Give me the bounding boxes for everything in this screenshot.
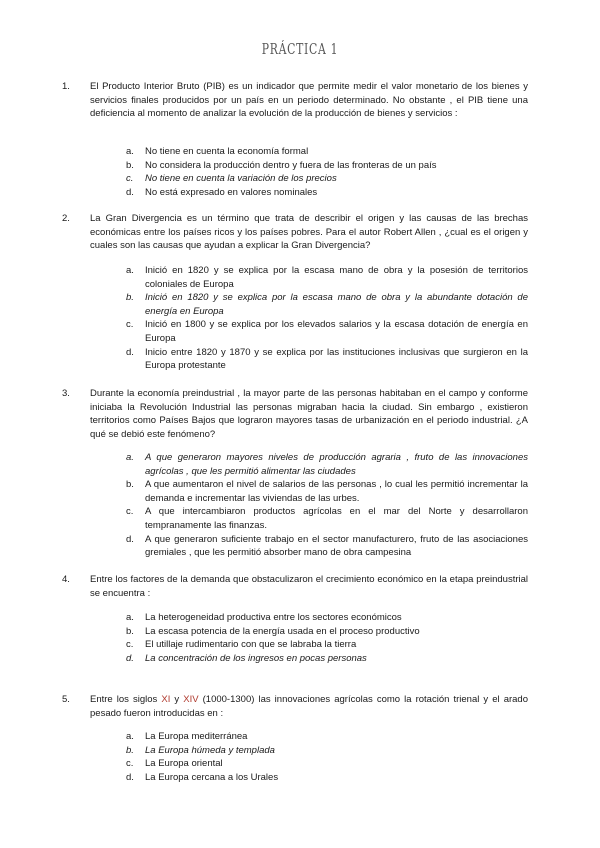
question-text: Durante la economía preindustrial , la mayor parte de las personas habitaban en el campo y conforme iniciaba la Revolución Industrial las personas migraban hacia la ciudad. Sin embargo , existieron territorios como Países Bajos que lograron mayores tasas de urbanización en el periodo industrial. ¿A qué se debió este fenómeno? bbox=[90, 388, 528, 440]
century-xi: XI bbox=[161, 694, 171, 705]
option-1b: b. No considera la producción dentro y fuera de las fronteras de un país bbox=[126, 159, 437, 171]
page-title: PRÁCTICA 1 bbox=[261, 40, 339, 58]
option-5c: c. La Europa oriental bbox=[126, 758, 223, 770]
option-1a: a. No tiene en cuenta la economía formal bbox=[126, 146, 309, 157]
question-3 bbox=[62, 387, 528, 441]
question-number: 2. bbox=[62, 213, 70, 224]
question-text: Entre los siglos XI y XIV (1000-1300) las innovaciones agrícolas como la rotación trienal y el arado pesado fueron introducidas en : bbox=[90, 694, 528, 719]
option-2c: c. Inició en 1800 y se explica por los elevados salarios y la escasa dotación de energía en Europa bbox=[126, 319, 528, 344]
option-1d: d. No está expresado en valores nominales bbox=[126, 186, 318, 198]
question-text: Entre los factores de la demanda que obstaculizaron el crecimiento económico en la etapa preindustrial se encuentra : bbox=[90, 574, 528, 599]
options-3 bbox=[126, 451, 528, 560]
option-3d: d. A que generaron suficiente trabajo en el sector manufacturero, fruto de las asociaciones gremiales , que les permitió absorber mano de obra campesina bbox=[126, 533, 528, 559]
question-text: El Producto Interior Bruto (PIB) es un indicador que permite medir el valor monetario de los bienes y servicios finales producidos por un país en un periodo determinado. No obstante , el PIB tiene una deficiencia al momento de analizar la evolución de la producción de bienes y servicios : bbox=[90, 81, 528, 120]
option-2a: a. Inició en 1820 y se explica por la escasa mano de obra y la posesión de territorios coloniales de Europa bbox=[126, 265, 528, 290]
options-2 bbox=[126, 264, 528, 373]
question-number: 3. bbox=[62, 388, 70, 399]
question-text: La Gran Divergencia es un término que trata de describir el origen y las causas de las brechas económicas entre los países ricos y los países pobres. Para el autor Robert Allen , ¿cual es el origen y cuales son las causas que ayudan a explicar la Gran Divergencia? bbox=[90, 213, 528, 252]
century-xiv: XIV bbox=[183, 694, 199, 705]
option-4d-selected: d. La concentración de los ingresos en pocas personas bbox=[126, 652, 367, 664]
option-5b-selected: b. La Europa húmeda y templada bbox=[126, 744, 275, 756]
options-5 bbox=[126, 730, 528, 784]
option-3a-selected: a. A que generaron mayores niveles de producción agraria , fruto de las innovaciones agrícolas , que les permitió alimentar las ciudades bbox=[126, 452, 528, 477]
option-4c: c. El utillaje rudimentario con que se labraba la tierra bbox=[126, 639, 357, 651]
question-5 bbox=[62, 693, 528, 720]
option-4a: a. La heterogeneidad productiva entre los sectores económicos bbox=[126, 612, 402, 623]
option-2d: d. Inicio entre 1820 y 1870 y se explica por las instituciones inclusivas que surgieron en la Europa protestante bbox=[126, 346, 528, 372]
options-4 bbox=[126, 611, 528, 665]
question-4 bbox=[62, 573, 528, 600]
question-2 bbox=[62, 212, 528, 253]
option-2b-selected: b. Inició en 1820 y se explica por la escasa mano de obra y la abundante dotación de energía en Europa bbox=[126, 292, 528, 317]
question-number: 4. bbox=[62, 574, 70, 585]
options-1 bbox=[126, 145, 528, 199]
option-3c: c. A que intercambiaron productos agrícolas en el mar del Norte y desarrollaron tempranamente las finanzas. bbox=[126, 506, 528, 531]
option-4b: b. La escasa potencia de la energía usada en el proceso productivo bbox=[126, 625, 420, 637]
question-1 bbox=[62, 80, 528, 121]
option-5d: d. La Europa cercana a los Urales bbox=[126, 771, 279, 783]
option-3b: b. A que aumentaron el nivel de salarios de las personas , lo cual les permitió incrementar la demanda e incrementar las viviendas de las urbes. bbox=[126, 479, 528, 504]
question-number: 1. bbox=[62, 81, 70, 92]
option-5a: a. La Europa mediterránea bbox=[126, 731, 248, 742]
question-number: 5. bbox=[62, 694, 70, 705]
option-1c-selected: c. No tiene en cuenta la variación de los precios bbox=[126, 173, 337, 185]
